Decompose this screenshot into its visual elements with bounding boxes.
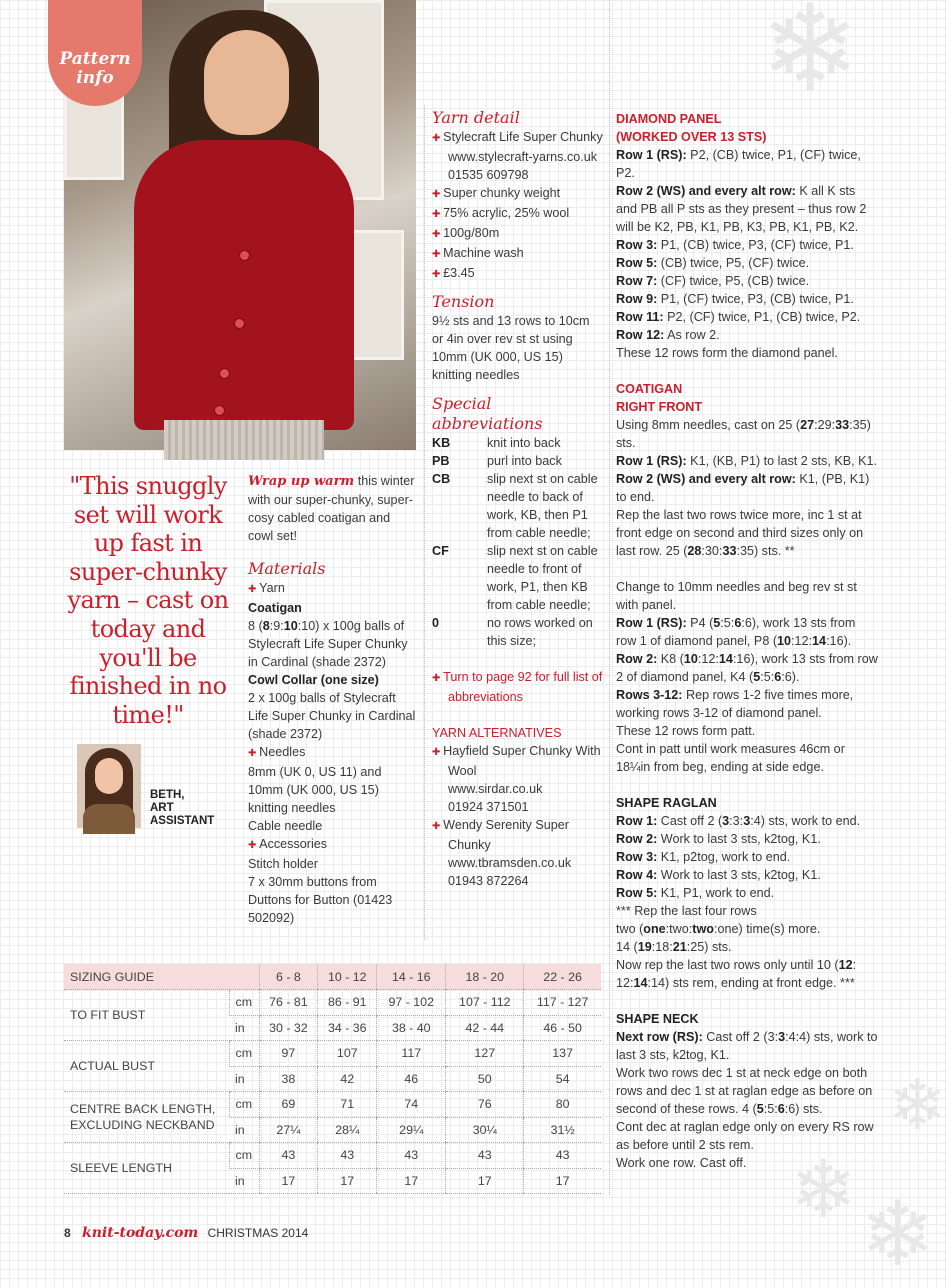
- text-span: :5:: [763, 1102, 778, 1116]
- abbreviation-cell: PB: [432, 454, 450, 468]
- text-span: Using 8mm needles, cast on 25 (: [616, 418, 801, 432]
- accessories-bullet: ✚ Accessories: [248, 835, 418, 855]
- yarn-alternatives-heading: YARN ALTERNATIVES: [432, 726, 562, 740]
- pattern-row: [616, 470, 878, 506]
- text-span: :14) sts rem, ending at front edge. ***: [647, 976, 855, 990]
- avatar: [77, 744, 141, 828]
- tension-heading: Tension: [432, 292, 495, 311]
- bold-text: 28: [687, 544, 702, 558]
- abbreviation-cell: CB: [432, 472, 451, 486]
- diamond-panel-subheading: (WORKED OVER 13 STS): [616, 130, 767, 144]
- text-span: :12:: [791, 634, 813, 648]
- text-span: Rep rows 1-2 five times more, working rows 3-12 of diamond panel.: [616, 688, 854, 720]
- page-number: 8: [64, 1226, 71, 1240]
- text-span: P1, (CB) twice, P3, (CF) twice, P1.: [657, 238, 854, 252]
- table-cell: 30¼: [446, 1117, 524, 1143]
- text-span: Work two rows dec 1 st at neck edge on both rows and dec 1 st at raglan edge as before on second of these rows. 4 (: [616, 1066, 873, 1116]
- sizing-guide-table: [64, 964, 601, 1194]
- bold-text: 5: [756, 1102, 764, 1116]
- text-span: :10) x 100g balls of Stylecraft Life Super Chunky in Cardinal (shade 2372): [248, 619, 408, 669]
- text-span: :9:: [269, 619, 284, 633]
- table-row: [64, 964, 601, 990]
- snowflake-icon: ❄: [790, 1143, 858, 1236]
- pattern-text: [616, 506, 878, 560]
- bold-text: 33: [722, 544, 737, 558]
- bold-text: 33: [835, 418, 850, 432]
- text-span: Work to last 3 sts, k2tog, K1.: [657, 868, 821, 882]
- turn-to-page-link: ✚ Turn to page 92 for full list of abbreviations: [432, 668, 604, 706]
- brand-logo: knit-today.com: [82, 1225, 199, 1241]
- text-span: P2, (CB) twice, P1, (CF) twice, P2.: [616, 148, 861, 180]
- abbreviation-cell: slip next st on cable needle to back of work, KB, then P1 from cable needle;: [487, 472, 598, 540]
- table-header-cell: 14 - 16: [377, 964, 446, 990]
- pattern-text: [616, 956, 878, 992]
- text-span: 14 (: [616, 940, 638, 954]
- bold-text: 6: [777, 1102, 785, 1116]
- abbreviation-cell: 0: [432, 616, 440, 630]
- bold-text: Row 4:: [616, 868, 658, 882]
- bold-text: Row 5:: [616, 256, 658, 270]
- bold-text: 6: [774, 670, 782, 684]
- table-cell: 86 - 91: [318, 990, 377, 1016]
- pattern-row: [616, 290, 878, 308]
- text-span: K1, (PB, K1) to end.: [616, 472, 870, 504]
- pattern-row: [616, 830, 878, 848]
- diamond-panel-heading: DIAMOND PANEL: [616, 112, 722, 126]
- bold-text: Row 3:: [616, 850, 658, 864]
- text-span: K1, (KB, P1) to last 2 sts, KB, K1.: [686, 454, 878, 468]
- text-span: :29:: [814, 418, 836, 432]
- table-cell: 117: [377, 1041, 446, 1067]
- bold-text: Rows 3-12:: [616, 688, 683, 702]
- bold-text: Row 2:: [616, 652, 658, 666]
- pattern-row: [616, 614, 878, 650]
- table-cell: 97: [259, 1041, 318, 1067]
- text-span: Cast off 2 (: [657, 814, 723, 828]
- alternative-yarn: ✚ Hayfield Super Chunky With Wool: [432, 742, 604, 780]
- tension-text: 9½ sts and 13 rows to 10cm or 4in over rev st st using 10mm (UK 000, US 15) knitting needles: [432, 314, 590, 382]
- table-cell: 17: [318, 1168, 377, 1194]
- text-span: Wrap up warm: [248, 474, 355, 489]
- bold-text: two: [692, 922, 714, 936]
- yarn-detail-item: ✚ Super chunky weight: [432, 184, 604, 204]
- table-cell: 107 - 112: [446, 990, 524, 1016]
- shape-neck-heading: SHAPE NECK: [616, 1012, 699, 1026]
- bold-text: Row 1:: [616, 814, 658, 828]
- yarn-bullet: ✚ Yarn: [248, 579, 418, 599]
- bold-text: 3: [778, 1030, 786, 1044]
- table-cell: 117 - 127: [524, 990, 601, 1016]
- table-cell: cm: [229, 1092, 259, 1118]
- pattern-row: [616, 182, 878, 236]
- abbreviation-row: [432, 434, 604, 452]
- table-cell: 43: [318, 1143, 377, 1169]
- text-span: Cast off 2 (3:: [702, 1030, 779, 1044]
- table-row: [64, 1092, 601, 1118]
- table-cell: in: [229, 1168, 259, 1194]
- table-cell: in: [229, 1015, 259, 1041]
- ribbon-line-2: info: [76, 68, 114, 88]
- bold-text: Row 11:: [616, 310, 664, 324]
- table-cell: 76 - 81: [259, 990, 318, 1016]
- text-span: Work to last 3 sts, k2tog, K1.: [657, 832, 821, 846]
- author-line: ASSISTANT: [150, 815, 215, 827]
- pattern-text: Work one row. Cast off.: [616, 1156, 747, 1170]
- pattern-info-ribbon: [48, 0, 142, 106]
- table-header-cell: 6 - 8: [259, 964, 318, 990]
- bold-text: 21: [672, 940, 687, 954]
- bold-text: Row 1 (RS):: [616, 454, 687, 468]
- table-cell: 27¼: [259, 1117, 318, 1143]
- row-label: SLEEVE LENGTH: [64, 1143, 229, 1194]
- text-span: (CB) twice, P5, (CF) twice.: [657, 256, 810, 270]
- bold-text: Row 1 (RS):: [616, 616, 687, 630]
- buttons-text: 7 x 30mm buttons from Duttons for Button (01423 502092): [248, 875, 393, 925]
- table-cell: 28¼: [318, 1117, 377, 1143]
- abbreviations-table: [432, 434, 604, 650]
- text-span: :two:: [665, 922, 693, 936]
- bold-text: 3: [722, 814, 730, 828]
- text-span: :6).: [781, 670, 800, 684]
- text-span: K8 (: [657, 652, 684, 666]
- yarn-detail-item: ✚ 100g/80m: [432, 224, 604, 244]
- pattern-text: These 12 rows form the diamond panel.: [616, 346, 838, 360]
- table-cell: cm: [229, 1041, 259, 1067]
- bold-text: 3: [743, 814, 751, 828]
- text-span: Rep the last two rows twice more, inc 1 st at front edge on second and third sizes only on last row. 25 (: [616, 508, 864, 558]
- table-cell: 71: [318, 1092, 377, 1118]
- pattern-row: [616, 146, 878, 182]
- pattern-text: [616, 938, 878, 956]
- bold-text: Row 3:: [616, 238, 658, 252]
- table-cell: 43: [259, 1143, 318, 1169]
- pattern-row: [616, 452, 878, 470]
- table-cell: 107: [318, 1041, 377, 1067]
- author-line: BETH,: [150, 789, 185, 801]
- bold-text: 14: [812, 634, 827, 648]
- abbreviation-cell: no rows worked on this size;: [487, 616, 593, 648]
- alternative-yarn: ✚ Wendy Serenity Super Chunky: [432, 816, 604, 854]
- materials-column: [248, 472, 418, 927]
- bold-text: 10: [777, 634, 792, 648]
- stitch-holder-text: Stitch holder: [248, 857, 319, 871]
- text-span: :12:: [697, 652, 719, 666]
- pattern-text: [616, 1064, 878, 1118]
- text-span: K1, p2tog, work to end.: [657, 850, 791, 864]
- pattern-row: [616, 812, 878, 830]
- yarn-detail-item: ✚ Machine wash: [432, 244, 604, 264]
- pattern-row: [616, 236, 878, 254]
- table-cell: 17: [446, 1168, 524, 1194]
- text-span: : 12:: [616, 958, 857, 990]
- bold-text: one: [643, 922, 666, 936]
- pattern-column: [616, 110, 878, 1172]
- alternative-phone: 01924 371501: [448, 800, 529, 814]
- snowflake-icon: ❄: [860, 1182, 936, 1287]
- table-cell: 38: [259, 1066, 318, 1092]
- table-cell: in: [229, 1117, 259, 1143]
- text-span: K all K sts and PB all P sts as they present – thus row 2 will be K2, PB, K1, PB, K3, PB, K1, PB, K2.: [616, 184, 867, 234]
- coatigan-heading: COATIGAN: [616, 382, 683, 396]
- text-span: :one) time(s) more.: [713, 922, 821, 936]
- table-cell: 42 - 44: [446, 1015, 524, 1041]
- page-footer: [64, 1225, 308, 1241]
- pattern-text: Cont in patt until work measures 46cm or 18¼in from beg, ending at side edge.: [616, 742, 845, 774]
- pattern-text: Change to 10mm needles and beg rev st st with panel.: [616, 580, 857, 612]
- bold-text: Row 2:: [616, 832, 658, 846]
- table-cell: 17: [377, 1168, 446, 1194]
- snowflake-icon: ❄: [888, 1064, 947, 1146]
- text-span: :5:: [720, 616, 735, 630]
- abbreviation-row: [432, 470, 604, 542]
- bold-text: Next row (RS):: [616, 1030, 703, 1044]
- table-cell: 43: [377, 1143, 446, 1169]
- table-cell: in: [229, 1066, 259, 1092]
- pattern-text: These 12 rows form patt.: [616, 724, 756, 738]
- cowl-label: Cowl Collar (one size): [248, 673, 379, 687]
- bold-text: 5: [753, 670, 761, 684]
- pattern-row: [616, 848, 878, 866]
- pattern-row: [616, 650, 878, 686]
- table-cell: 17: [524, 1168, 601, 1194]
- table-cell: 43: [446, 1143, 524, 1169]
- table-cell: 46 - 50: [524, 1015, 601, 1041]
- row-label: CENTRE BACK LENGTH, EXCLUDING NECKBAND: [64, 1092, 229, 1143]
- pattern-row: [616, 308, 878, 326]
- row-label: ACTUAL BUST: [64, 1041, 229, 1092]
- table-cell: 54: [524, 1066, 601, 1092]
- bold-text: 10: [683, 652, 698, 666]
- text-span: this winter with our super-chunky, super-cosy cabled coatigan and cowl set!: [248, 474, 415, 543]
- text-span: 8 (: [248, 619, 263, 633]
- yarn-detail-item: ✚ 75% acrylic, 25% wool: [432, 204, 604, 224]
- table-cell: 80: [524, 1092, 601, 1118]
- text-span: :35) sts.: [616, 418, 871, 450]
- abbreviation-cell: knit into back: [487, 436, 561, 450]
- table-header-cell: 18 - 20: [446, 964, 524, 990]
- shape-raglan-heading: SHAPE RAGLAN: [616, 796, 717, 810]
- abbreviation-row: [432, 452, 604, 470]
- yarn-detail-item: ✚ £3.45: [432, 264, 604, 284]
- bold-text: 19: [637, 940, 652, 954]
- text-span: Now rep the last two rows only until 10 (: [616, 958, 839, 972]
- table-cell: 43: [524, 1143, 601, 1169]
- coatigan-yarn-text: [248, 617, 418, 671]
- text-span: :6), work 13 sts from row 1 of diamond panel, P8 (: [616, 616, 856, 648]
- table-cell: 38 - 40: [377, 1015, 446, 1041]
- text-span: As row 2.: [664, 328, 720, 342]
- bold-text: Row 9:: [616, 292, 658, 306]
- table-cell: 97 - 102: [377, 990, 446, 1016]
- bold-text: 5: [713, 616, 721, 630]
- table-cell: 42: [318, 1066, 377, 1092]
- table-header-cell: SIZING GUIDE: [64, 964, 259, 990]
- abbreviation-cell: purl into back: [487, 454, 562, 468]
- author-line: ART: [150, 802, 174, 814]
- yarn-detail-item: ✚ Stylecraft Life Super Chunky: [432, 128, 604, 148]
- table-header-cell: 10 - 12: [318, 964, 377, 990]
- alternative-phone: 01943 872264: [448, 874, 529, 888]
- abbreviation-row: [432, 542, 604, 614]
- needles-bullet: ✚ Needles: [248, 743, 418, 763]
- text-span: (CF) twice, P5, (CB) twice.: [657, 274, 810, 288]
- text-span: P2, (CF) twice, P1, (CB) twice, P2.: [663, 310, 861, 324]
- cable-needle-text: Cable needle: [248, 819, 323, 833]
- right-front-heading: RIGHT FRONT: [616, 400, 703, 414]
- bold-text: 10: [283, 619, 298, 633]
- pattern-text: [616, 920, 878, 938]
- bold-text: Row 7:: [616, 274, 658, 288]
- yarn-detail-column: [432, 108, 604, 890]
- table-cell: 69: [259, 1092, 318, 1118]
- table-cell: 30 - 32: [259, 1015, 318, 1041]
- table-cell: cm: [229, 1143, 259, 1169]
- table-cell: cm: [229, 990, 259, 1016]
- bold-text: 14: [633, 976, 648, 990]
- table-cell: 31½: [524, 1117, 601, 1143]
- bold-text: 6: [734, 616, 742, 630]
- text-span: :16).: [826, 634, 852, 648]
- pattern-row: [616, 326, 878, 344]
- table-cell: 74: [377, 1092, 446, 1118]
- abbreviation-cell: KB: [432, 436, 451, 450]
- pattern-text: Cont dec at raglan edge only on every RS row as before until 2 sts rem.: [616, 1120, 874, 1152]
- table-cell: 76: [446, 1092, 524, 1118]
- text-span: P1, (CF) twice, P3, (CB) twice, P1.: [657, 292, 854, 306]
- author-caption: [150, 789, 214, 828]
- pattern-row: [616, 866, 878, 884]
- pattern-row: [616, 884, 878, 902]
- table-cell: 29¼: [377, 1117, 446, 1143]
- pull-quote: "This snuggly set will work up fast in super-chunky yarn – cast on today and you'll be finished in no time!": [67, 472, 229, 729]
- bold-text: 8: [262, 619, 270, 633]
- coatigan-label: Coatigan: [248, 601, 302, 615]
- table-cell: 17: [259, 1168, 318, 1194]
- table-row: [64, 1143, 601, 1169]
- bold-text: Row 1 (RS):: [616, 148, 687, 162]
- pattern-row: [616, 1028, 878, 1064]
- bold-text: 27: [800, 418, 815, 432]
- text-span: :5:: [760, 670, 775, 684]
- alternative-web: www.tbramsden.co.uk: [448, 856, 572, 870]
- table-header-cell: 22 - 26: [524, 964, 601, 990]
- table-row: [64, 990, 601, 1016]
- text-span: :4) sts, work to end.: [750, 814, 861, 828]
- cowl-text: 2 x 100g balls of Stylecraft Life Super Chunky in Cardinal (shade 2372): [248, 691, 416, 741]
- abbreviation-row: [432, 614, 604, 650]
- bold-text: Row 12:: [616, 328, 665, 342]
- text-span: :30:: [701, 544, 723, 558]
- table-cell: 137: [524, 1041, 601, 1067]
- needles-text: 8mm (UK 0, US 11) and 10mm (UK 000, US 15) knitting needles: [248, 765, 382, 815]
- bold-text: 12: [838, 958, 853, 972]
- text-span: :3:: [729, 814, 744, 828]
- text-span: :6) sts.: [784, 1102, 823, 1116]
- ribbon-line-1: Pattern: [59, 49, 131, 69]
- table-cell: 50: [446, 1066, 524, 1092]
- bold-text: Row 2 (WS) and every alt row:: [616, 472, 796, 486]
- text-span: K1, P1, work to end.: [657, 886, 775, 900]
- text-span: :16), work 13 sts from row 2 of diamond panel, K4 (: [616, 652, 878, 684]
- yarn-detail-web: www.stylecraft-yarns.co.uk: [448, 150, 598, 164]
- pattern-row: [616, 254, 878, 272]
- pattern-row: [616, 686, 878, 722]
- text-span: two (: [616, 922, 644, 936]
- abbreviation-cell: slip next st on cable needle to front of work, P1, then KB from cable needle;: [487, 544, 598, 612]
- intro-text: [248, 472, 418, 545]
- table-cell: 34 - 36: [318, 1015, 377, 1041]
- table-row: [64, 1041, 601, 1067]
- row-label: TO FIT BUST: [64, 990, 229, 1041]
- bold-text: Row 2 (WS) and every alt row:: [616, 184, 796, 198]
- text-span: :35) sts. **: [736, 544, 795, 558]
- yarn-detail-phone: 01535 609798: [448, 168, 529, 182]
- materials-heading: Materials: [248, 559, 326, 578]
- text-span: :4:4) sts, work to last 3 sts, k2tog, K1.: [616, 1030, 878, 1062]
- pattern-text: [616, 416, 878, 452]
- text-span: :25) sts.: [686, 940, 732, 954]
- special-abbreviations-heading: Special abbreviations: [432, 394, 543, 433]
- bold-text: 14: [718, 652, 733, 666]
- issue-label: CHRISTMAS 2014: [207, 1226, 309, 1240]
- text-span: :18:: [651, 940, 673, 954]
- table-cell: 46: [377, 1066, 446, 1092]
- alternative-web: www.sirdar.co.uk: [448, 782, 543, 796]
- pattern-row: [616, 272, 878, 290]
- snowflake-icon: ❄: [760, 0, 861, 119]
- table-cell: 127: [446, 1041, 524, 1067]
- abbreviation-cell: CF: [432, 544, 449, 558]
- bold-text: Row 5:: [616, 886, 658, 900]
- yarn-detail-heading: Yarn detail: [432, 108, 520, 127]
- text-span: P4 (: [686, 616, 714, 630]
- pattern-text: *** Rep the last four rows: [616, 904, 757, 918]
